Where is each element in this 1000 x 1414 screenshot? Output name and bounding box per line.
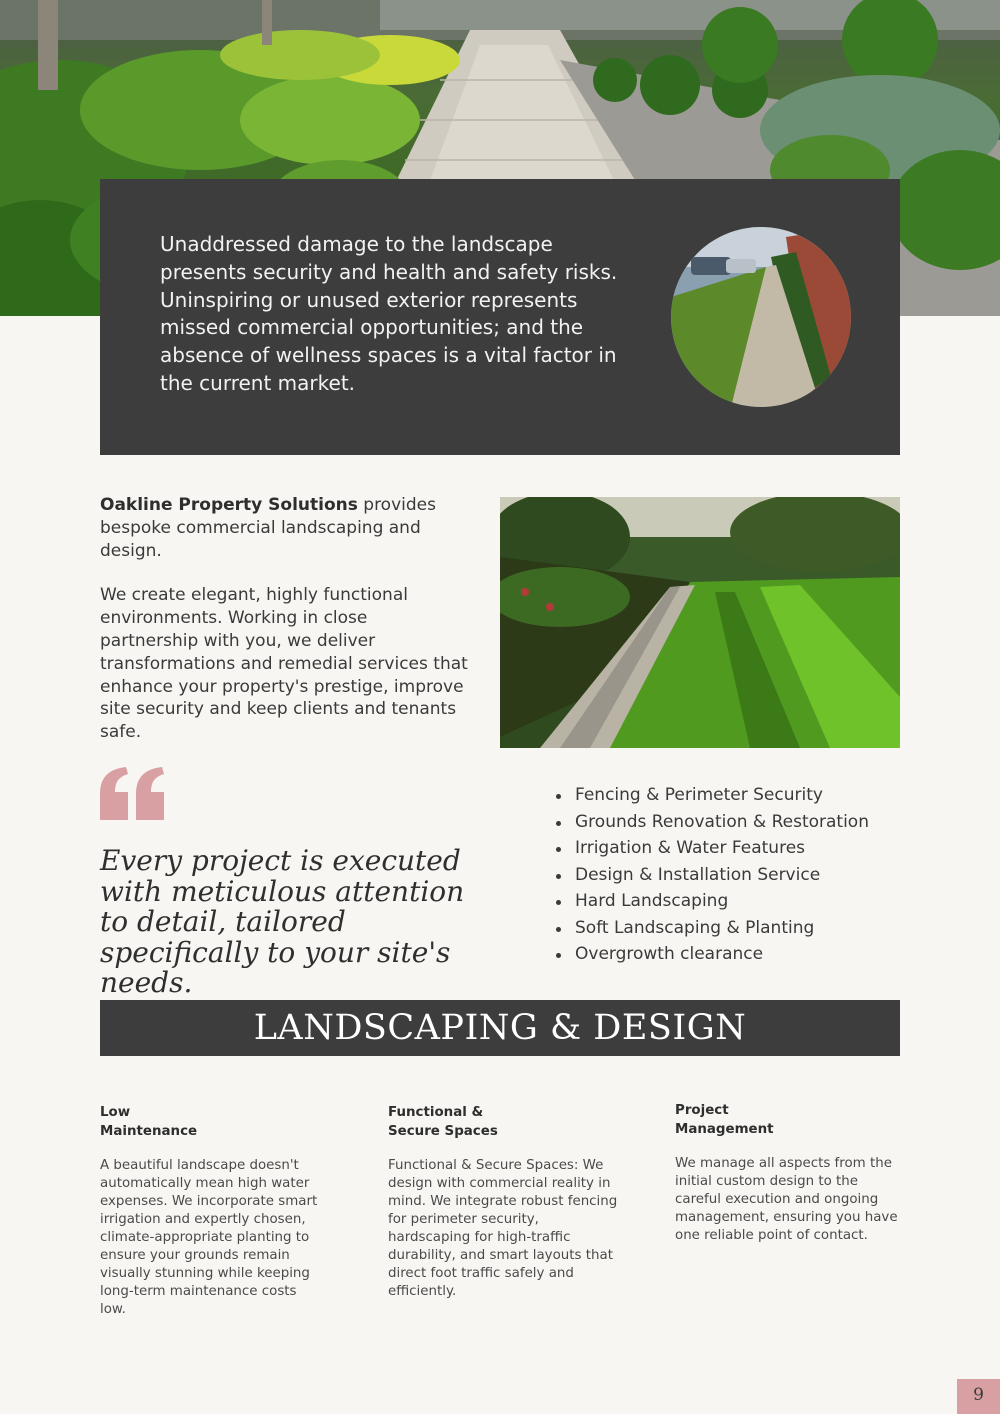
pull-quote: Every project is executed with meticulous attention to detail, tailored specifically to your site's needs.: [100, 844, 465, 999]
feature-body: A beautiful landscape doesn't automatically mean high water expenses. We incorporate smart irrigation and expertly chosen, climate-appropriate planting to ensure your grounds remain visually stunning while keeping long-term maintenance costs low.: [100, 1158, 318, 1317]
list-item: Irrigation & Water Features: [555, 835, 869, 862]
feature-body: Functional & Secure Spaces: We design with commercial reality in mind. We integrate robust fencing for perimeter security, hardscaping for high-traffic durability, and smart layouts that direct foot traffic safely and efficiently.: [388, 1158, 618, 1299]
services-list: [555, 782, 869, 968]
lawn-edging-photo: [500, 497, 900, 748]
feature-body: We manage all aspects from the initial custom design to the careful execution and ongoing management, ensuring you have one reliable point of contact.: [675, 1156, 898, 1243]
feature-project-management: [675, 1102, 903, 1245]
feature-title: Low Maintenance: [100, 1105, 198, 1139]
intro-lead: provides bespoke commercial landscaping and design.: [100, 495, 436, 561]
page-number: 9: [957, 1379, 1000, 1414]
feature-title: Functional & Secure Spaces: [388, 1105, 498, 1139]
paved-path-circle-photo: [671, 227, 851, 407]
list-item: Hard Landscaping: [555, 888, 869, 915]
list-item: Overgrowth clearance: [555, 941, 869, 968]
feature-low-maintenance: [100, 1104, 322, 1319]
intro-text: [100, 494, 470, 766]
list-item: Soft Landscaping & Planting: [555, 915, 869, 942]
callout-text: Unaddressed damage to the landscape presents security and health and safety risks. Uninspiring or unused exterior represents missed commercial opportunities; and the absence of wellness spaces is a vital factor in the current market.: [160, 232, 618, 395]
company-name: Oakline Property Solutions: [100, 495, 358, 515]
intro-body: We create elegant, highly functional environments. Working in close partnership with you, we deliver transformations and remedial services that enhance your property's prestige, improve site security and keep clients and tenants safe.: [100, 585, 468, 743]
list-item: Fencing & Perimeter Security: [555, 782, 869, 809]
intro-lead-paragraph: [100, 494, 470, 562]
feature-title: Project Management: [675, 1103, 774, 1137]
quote-icon: [98, 752, 168, 822]
list-item: Grounds Renovation & Restoration: [555, 809, 869, 836]
list-item: Design & Installation Service: [555, 862, 869, 889]
section-banner: LANDSCAPING & DESIGN: [100, 1000, 900, 1056]
callout-box: [100, 179, 900, 455]
feature-functional-secure: [388, 1104, 618, 1301]
